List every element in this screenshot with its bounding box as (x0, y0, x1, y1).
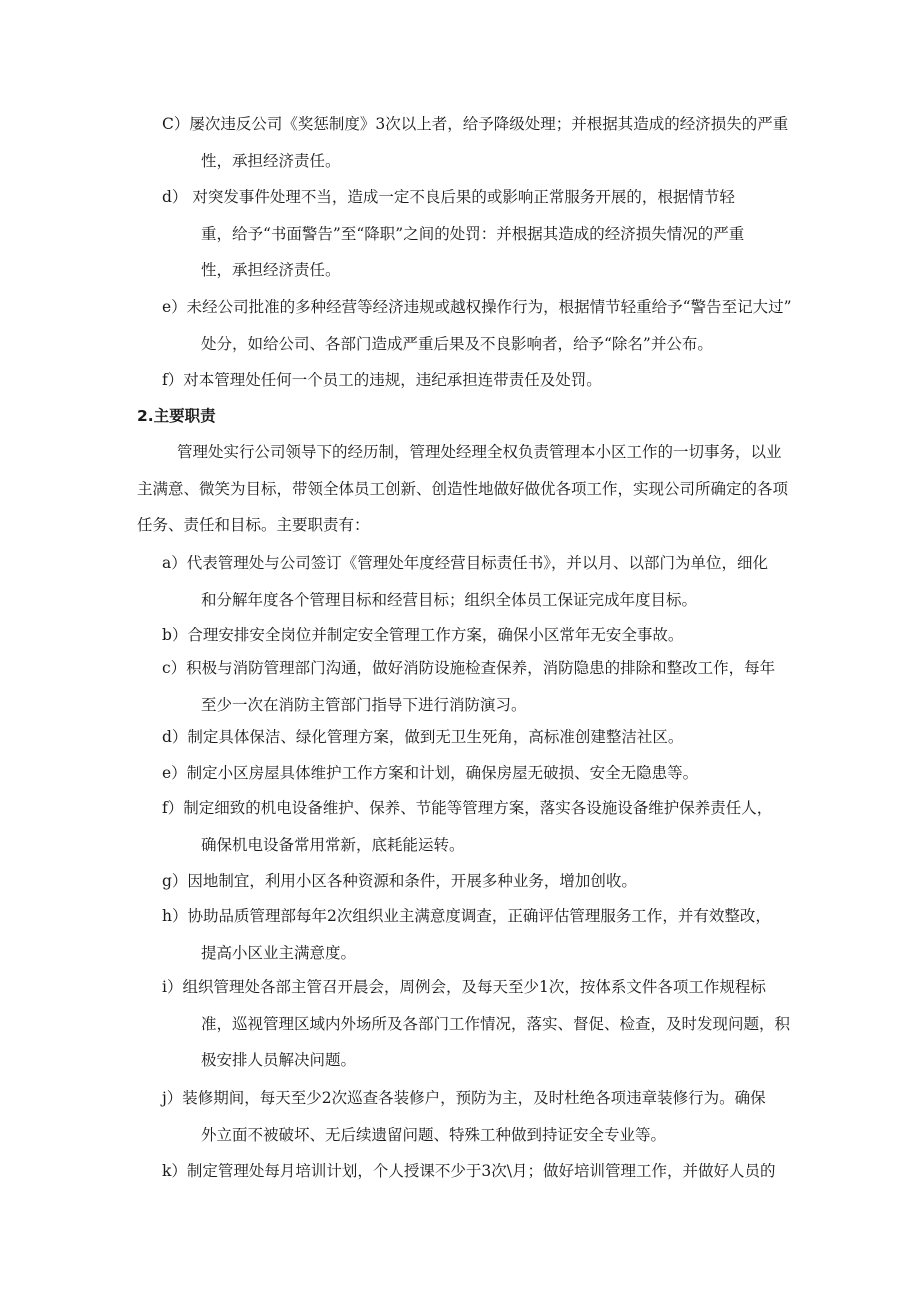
clause-e (162, 289, 792, 362)
clause-d (162, 179, 792, 289)
duty-line: i）组织管理处各部主管召开晨会，周例会，及每天至少1次，按体系文件各项工作规程标 (162, 978, 766, 996)
duty-line: a）代表管理处与公司签订《管理处年度经营目标责任书》，并以月、以部门为单位，细化 (162, 554, 768, 572)
clause-f (162, 362, 792, 399)
duty-line: d）制定具体保洁、绿化管理方案，做到无卫生死角，高标准创建整洁社区。 (162, 728, 684, 746)
duty-line: 准，巡视管理区域内外场所及各部门工作情况，落实、督促、检查，及时发现问题，积 (201, 1014, 791, 1033)
duty-line: c）积极与消防管理部门沟通，做好消防设施检查保养，消防隐患的排除和整改工作，每年 (162, 659, 776, 677)
clause-line: 重，给予“书面警告”至“降职”之间的处罚：并根据其造成的经济损失情况的严重 (201, 224, 745, 243)
duty-a (162, 545, 792, 618)
clause-c (162, 106, 792, 179)
duty-f (162, 790, 792, 863)
section-intro (137, 434, 797, 544)
duty-line: 至少一次在消防主管部门指导下进行消防演习。 (201, 695, 527, 714)
duty-b (162, 617, 792, 654)
intro-line: 管理处实行公司领导下的经历制，管理处经理全权负责管理本小区工作的一切事务，以业 (177, 443, 782, 461)
duty-line: 和分解年度各个管理目标和经营目标；组织全体员工保证完成年度目标。 (201, 590, 698, 609)
duty-line: g）因地制宜，利用小区各种资源和条件，开展多种业务，增加创收。 (162, 872, 637, 890)
intro-line: 主满意、微笑为目标，带领全体员工创新、创造性地做好做优各项工作，实现公司所确定的各项 (137, 479, 789, 498)
duty-line: j）装修期间，每天至少2次巡查各装修户，预防为主，及时杜绝各项违章装修行为。确保 (162, 1089, 766, 1107)
intro-line: 任务、责任和目标。主要职责有： (137, 516, 370, 534)
duty-g (162, 863, 792, 900)
duty-line: h）协助品质管理部每年2次组织业主满意度调查，正确评估管理服务工作，并有效整改， (162, 907, 771, 925)
duty-line: k）制定管理处每月培训计划，个人授课不少于3次\月；做好培训管理工作，并做好人员的 (162, 1162, 776, 1180)
clause-line: 处分，如给公司、各部门造成严重后果及不良影响者，给予“除名”并公布。 (201, 334, 713, 353)
clause-line: f）对本管理处任何一个员工的违规，违纪承担连带责任及处罚。 (162, 371, 602, 389)
duty-line: e）制定小区房屋具体维护工作方案和计划，确保房屋无破损、安全无隐患等。 (162, 764, 699, 782)
clause-line: d） 对突发事件处理不当，造成一定不良后果的或影响正常服务开展的，根据情节轻 (162, 188, 735, 206)
duty-line: 提高小区业主满意度。 (201, 943, 357, 962)
duty-line: f）制定细致的机电设备维护、保养、节能等管理方案，落实各设施设备维护保养责任人， (162, 799, 773, 817)
section-heading: 2.主要职责 (137, 407, 216, 425)
duty-j (162, 1080, 792, 1153)
duty-e (162, 755, 792, 792)
duty-line: 极安排人员解决问题。 (201, 1051, 357, 1069)
duty-k (162, 1153, 792, 1190)
duty-c (162, 650, 792, 723)
duty-d (162, 719, 792, 756)
clause-line: C）屡次违反公司《奖惩制度》3次以上者，给予降级处理；并根据其造成的经济损失的严重 (162, 115, 789, 133)
duty-line: b）合理安排安全岗位并制定安全管理工作方案，确保小区常年无安全事故。 (162, 626, 684, 644)
clause-line: 性，承担经济责任。 (201, 261, 341, 279)
clause-line: 性，承担经济责任。 (201, 151, 341, 170)
duty-line: 确保机电设备常用常新，底耗能运转。 (201, 835, 465, 854)
duty-i (162, 969, 792, 1079)
clause-line: e）未经公司批准的多种经营等经济违规或越权操作行为，根据情节轻重给予“警告至记大过” (162, 298, 792, 316)
duty-h (162, 898, 792, 971)
duty-line: 外立面不被破坏、无后续遗留问题、特殊工种做到持证安全专业等。 (201, 1125, 667, 1144)
